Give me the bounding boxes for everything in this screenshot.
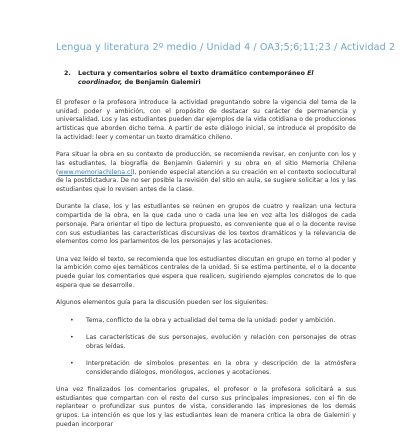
paragraph-guide-intro: Algunos elementos guía para la discusión pueden ser los siguientes:	[56, 299, 269, 307]
paragraph-context-after: ), poniendo especial atención a su creación en el contexto sociocultural de la postdictadura. De no ser posible la revisión del sitio en aula, se sugiere solicitar a los y las estudiantes que lo revisen antes de la clase.	[56, 168, 356, 194]
document-body	[56, 99, 356, 438]
bullet-icon: •	[70, 316, 74, 324]
section-title-prefix: Lectura y comentarios sobre el texto dramático contemporáneo	[78, 70, 305, 77]
list-item	[70, 316, 356, 326]
list-item	[70, 359, 356, 377]
section-title	[56, 70, 356, 87]
guide-list	[56, 317, 356, 378]
bullet-icon: •	[70, 333, 74, 341]
list-item	[70, 333, 356, 351]
section-title-work: El coordinador,	[78, 70, 314, 86]
bullet-icon: •	[70, 359, 74, 367]
paragraph-reading: Durante la clase, los y las estudiantes se reúnen en grupos de cuatro y realizan una lectura compartida de la obra, en la que cada uno o cada una lee en voz alta los diálogos de cada personaje. Para orientar el tipo de lectura propuesto, es conveniente que el o la docente revise con sus estudiantes las características discursivas de los textos dramáticos y la relevancia de elementos como los parlamentos de los personajes y las acotaciones.	[56, 203, 356, 246]
list-item-text: Interpretación de símbolos presentes en la obra y descripción de la atmósfera considerando diálogos, monólogos, acciones y acotaciones.	[86, 359, 356, 376]
page-header: Lengua y literatura 2º medio / Unidad 4 / OA3;5;6;11;23 / Actividad 2	[56, 42, 396, 53]
list-item-text: Las características de sus personajes, evolución y relación con personajes de otras obras leídas.	[86, 333, 356, 350]
paragraph-context-before: Para situar la obra en su contexto de producción, se recomienda revisar, en conjunto con los y las estudiantes, la biografía de Benjamín Galemiri y su obra en el sitio Memoria Chilena (	[56, 151, 356, 176]
paragraph-intro: El profesor o la profesora introduce la actividad preguntando sobre la vigencia del tema de la unidad: poder y ambición, con el propósito de destacar su carácter de permanencia y universalidad. Los y las estudiantes pueden dar ejemplos de la vida cotidiana o de producciones artísticas que aborden dicho tema. A partir de este diálogo inicial, se introduce el propósito de la actividad: leer y comentar un texto dramático chileno.	[56, 99, 356, 141]
paragraph-closing: Una vez finalizados los comentarios grupales, el profesor o la profesora solicitará a sus estudiantes que compartan con el resto del curso sus principales impresiones, con el fin de replantear o profundizar sus puntos de vista, considerando las impresiones de los demás grupos. La intención es que los y las estudiantes lean de manera crítica la obra de Galemiri y puedan incorporar	[56, 386, 356, 428]
section-title-text	[56, 70, 356, 87]
memoria-chilena-link[interactable]: www.memoriachilena.cl	[58, 168, 133, 176]
section-number: 2.	[64, 70, 71, 77]
section-title-suffix: de Benjamín Galemiri	[124, 78, 201, 86]
list-item-text: Tema, conflicto de la obra y actualidad del tema de la unidad: poder y ambición.	[86, 316, 336, 324]
paragraph-context	[56, 151, 356, 195]
paragraph-discussion: Una vez leído el texto, se recomienda que los estudiantes discutan en grupo en torno al poder y la ambición como ejes temáticos centrales de la unidad. Si se estima pertinente, el o la docente puede guiar los comentarios que espera que realicen, sugiriendo ejemplos concretos de lo que espera que se desarrolle.	[56, 255, 356, 289]
